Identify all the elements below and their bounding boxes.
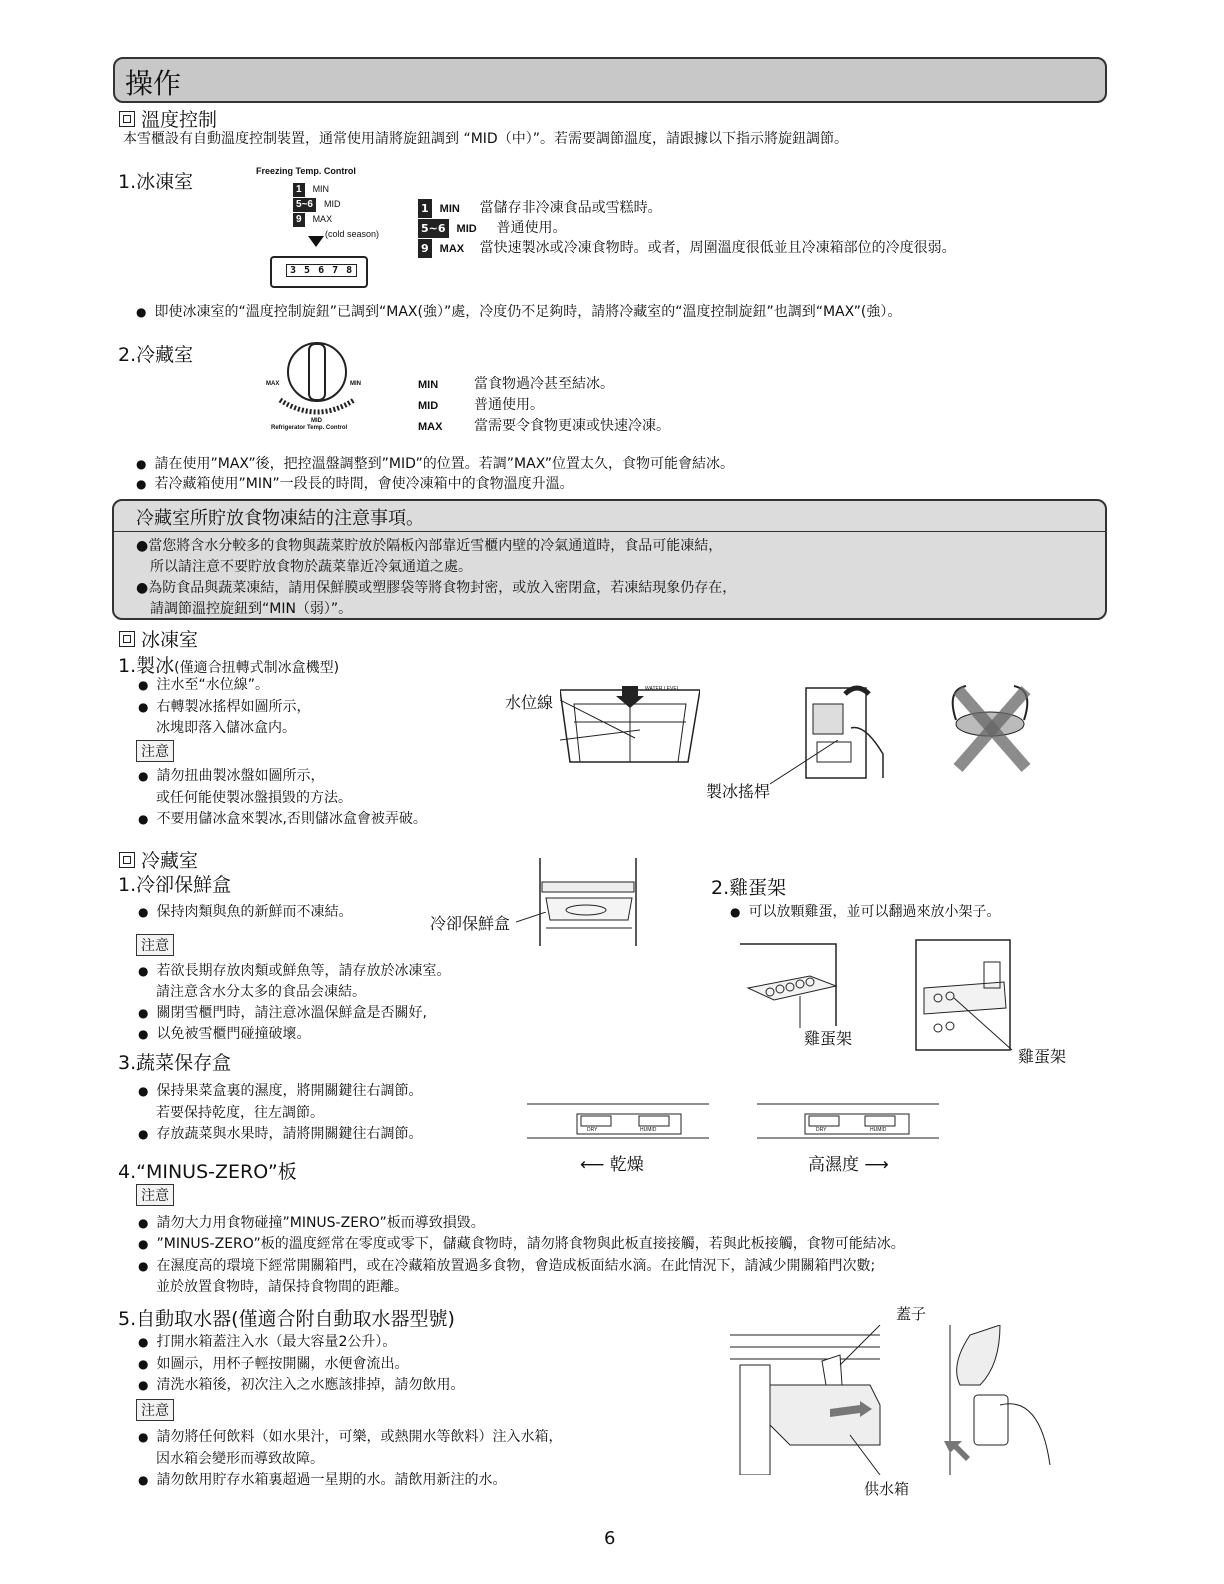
water-level-pointer xyxy=(560,700,640,740)
dispenser-note-label: 注意 xyxy=(136,1399,174,1421)
ice-lever-label: 製冰搖桿 xyxy=(706,782,771,801)
ice-note-label: 注意 xyxy=(136,740,174,762)
veg-heading: 3.蔬菜保存盒 xyxy=(118,1052,232,1074)
freezer-setting-mid: 5~6 MID 普通使用。 xyxy=(418,219,956,239)
minus-zero-bullet-1: ● 請勿大力用食物碰撞”MINUS-ZERO”板而導致損毀。 xyxy=(138,1212,485,1232)
caution-header xyxy=(114,501,1105,532)
caution-heading: 冷藏室所貯放食物凍結的注意事項。 xyxy=(136,508,424,529)
dispenser-cup-icon xyxy=(940,1325,1060,1475)
dispenser-bullet-1: ● 打開水箱蓋注入水（最大容量2公升）。 xyxy=(138,1331,396,1351)
ice-note-bullet-1: ● 請勿扭曲製冰盤如圖所示， xyxy=(138,765,324,785)
humidity-slider-humid[interactable] xyxy=(757,1102,939,1142)
slider-dry-tag-2: DRY xyxy=(816,1127,827,1133)
page-title: 操作 xyxy=(125,67,182,100)
freezer-temp-heading: 1.冰凍室 xyxy=(118,171,194,193)
temp-intro: 本雪櫃設有自動溫度控制裝置，通常使用請將旋鈕調到 “MID（中）”。若需要調節溫度，請跟據以下指示將旋鈕調節。 xyxy=(123,131,848,147)
dispenser-note-1: ● 請勿將任何飲料（如水果汁，可樂，或熱開水等飲料）注入水箱， xyxy=(138,1426,562,1446)
fridge-dial-min-label: MIN xyxy=(350,381,361,387)
caution-line-3: ●為防食品與蔬菜凍結，請用保鮮膜或塑膠袋等將食物封密，或放入密閉盒，若凍結現象仍存在， xyxy=(136,580,737,596)
water-level-label: 水位線 xyxy=(505,693,554,712)
ice-note-bullet-2: ● 不要用儲冰盒來製冰,否則儲冰盒會被弄破。 xyxy=(138,808,427,828)
egg-rack-icon-2 xyxy=(914,938,1014,1053)
dispenser-note-2: ● 請勿飲用貯存水箱裏超過一星期的水。請飲用新注的水。 xyxy=(138,1469,506,1489)
egg-rack-icon-1 xyxy=(740,940,840,1030)
lever-pointer xyxy=(770,740,840,785)
fridge-setting-mid: MID 普通使用。 xyxy=(418,397,544,413)
fridge-temp-bullet-2: ● 若冷藏箱使用”MIN”一段長的時間，會使冷凍箱中的食物溫度升溫。 xyxy=(136,473,574,493)
chiller-note-2: ● 關閉雪櫃門時，請注意冰溫保鮮盒是否關好, xyxy=(138,1002,427,1022)
dispenser-note-cont: 因水箱会變形而導致故障。 xyxy=(156,1451,324,1467)
chiller-note-1: ● 若欲長期存放肉類或鮮魚等，請存放於冰凍室。 xyxy=(138,960,450,980)
section-temp-heading: 溫度控制 xyxy=(119,105,217,132)
fridge-settings-list xyxy=(418,374,670,437)
chiller-heading: 1.冷卻保鮮盒 xyxy=(118,874,232,896)
section-fridge-heading: 冷藏室 xyxy=(119,846,198,873)
veg-bullet-2: ● 存放蔬菜與水果時，請將開關鍵往右調節。 xyxy=(138,1123,422,1143)
chiller-note-label: 注意 xyxy=(136,934,174,956)
ice-bullet-2: ● 右轉製冰搖桿如圖所示， xyxy=(138,696,310,716)
fridge-dial-max-label: MAX xyxy=(266,381,280,387)
freezer-diagram-legend: 1 MIN 5~6 MID 9 MAX (cold season) xyxy=(293,182,379,241)
slider-humid-tag: HUMID xyxy=(640,1127,657,1133)
freezer-dial[interactable]: 3 5 6 7 8 xyxy=(270,256,368,288)
fridge-setting-max: MAX 當需要令食物更凍或快速冷凍。 xyxy=(418,418,670,434)
tank-label: 供水箱 xyxy=(864,1480,910,1498)
caution-line-1: ●當您將含水分較多的食物與蔬菜貯放於隔板內部靠近雪櫃内壁的冷氣通道時，食品可能凍結， xyxy=(136,538,723,554)
ice-note-cont: 或任何能使製冰盤損毀的方法。 xyxy=(156,790,352,806)
freezer-diagram-title: Freezing Temp. Control xyxy=(256,166,356,176)
freezer-temp-bullet: ● 即使冰凍室的“溫度控制旋鈕”已調到“MAX(強）”處，冷度仍不足夠時，請將冷藏室的“溫度控制旋鈕”也調到“MAX”(強）。 xyxy=(136,301,901,321)
fridge-dial-caption: Refrigerator Temp. Control xyxy=(271,425,348,431)
freezer-setting-min: 1 MIN 當儲存非冷凍食品或雪糕時。 xyxy=(418,199,956,219)
water-tank-icon xyxy=(730,1325,890,1475)
page-title-bar xyxy=(113,57,1107,103)
no-twist-icon xyxy=(940,680,1040,775)
chiller-note-cont: 請注意含水分太多的食品会凍結。 xyxy=(156,984,366,1000)
section-freezer-heading: 冰凍室 xyxy=(119,625,198,652)
freezer-settings-list xyxy=(418,199,956,259)
minus-zero-note-label: 注意 xyxy=(136,1184,174,1206)
section-box-icon xyxy=(119,631,135,647)
right-arrow-icon: ⟶ xyxy=(859,1155,889,1175)
fridge-dial-mid-label: MID xyxy=(311,418,322,424)
section-box-icon xyxy=(119,111,135,127)
ice-bullet-1: ● 注水至“水位線”。 xyxy=(138,674,269,694)
humid-label: 高濕度 ⟶ xyxy=(808,1155,889,1175)
veg-bullet-1: ● 保持果菜盒裏的濕度，將開關鍵往右調節。 xyxy=(138,1080,422,1100)
fridge-temp-heading: 2.冷藏室 xyxy=(118,344,194,366)
humidity-slider-dry[interactable] xyxy=(527,1102,709,1142)
section-box-icon xyxy=(119,852,135,868)
chiller-pointer xyxy=(516,912,546,924)
chiller-note-3: ● 以免被雪櫃門碰撞破壞。 xyxy=(138,1023,310,1043)
lid-label: 蓋子 xyxy=(896,1305,927,1323)
egg-label-2: 雞蛋架 xyxy=(1018,1047,1067,1066)
down-arrow-icon xyxy=(308,236,324,248)
dispenser-heading: 5.自動取水器(僅適合附自動取水器型號) xyxy=(118,1308,455,1330)
minus-zero-bullet-2: ● ”MINUS-ZERO”板的溫度經常在零度或零下，儲藏食物時，請勿將食物與此板直接接觸，若與此板接觸，食物可能結冰。 xyxy=(138,1233,905,1253)
slider-humid-tag-2: HUMID xyxy=(870,1127,887,1133)
fridge-setting-min: MIN 當食物過冷甚至結冰。 xyxy=(418,376,614,392)
freezer-setting-max: 9 MAX 當快速製冰或冷凍食物時。或者，周圍溫度很低並且冷凍箱部位的冷度很弱。 xyxy=(418,239,956,259)
caution-box xyxy=(112,499,1107,620)
minus-zero-bullet-3: ● 在濕度高的環境下經常開關箱門，或在冷藏箱放置過多食物，會造成板面結水滴。在此情況下，請減少開關箱門次數; xyxy=(138,1255,875,1275)
egg-bullet: ● 可以放顆雞蛋，並可以翻過來放小架子。 xyxy=(730,901,1000,921)
chiller-label: 冷卻保鮮盒 xyxy=(430,914,511,933)
water-level-tag: WATER LEVEL xyxy=(645,686,680,692)
chiller-box-icon xyxy=(536,858,646,948)
dispenser-bullet-3: ● 清洗水箱後，初次注入之水應該排掉，請勿飲用。 xyxy=(138,1374,464,1394)
caution-line-4: 請調節溫控旋鈕到“MIN（弱）”。 xyxy=(150,601,353,617)
fridge-temp-bullet-1: ● 請在使用”MAX”後，把控溫盤調整到”MID”的位置。若調”MAX”位置太久，食物可能會結冰。 xyxy=(136,453,734,473)
minus-zero-heading: 4.“MINUS-ZERO”板 xyxy=(118,1161,297,1183)
dispenser-bullet-2: ● 如圖示，用杯子輕按開關，水便會流出。 xyxy=(138,1353,408,1373)
page-number: 6 xyxy=(604,1528,616,1549)
egg-label-1: 雞蛋架 xyxy=(804,1029,853,1048)
left-arrow-icon: ⟵ xyxy=(580,1155,610,1175)
veg-cont: 若要保持乾度，往左調節。 xyxy=(156,1105,324,1121)
ice-cont: 冰塊即落入儲冰盒内。 xyxy=(156,720,296,736)
caution-line-2: 所以請注意不要貯放食物於蔬菜靠近冷氣通道之處。 xyxy=(150,559,472,575)
minus-zero-cont: 並於放置食物時，請保持食物間的距離。 xyxy=(156,1279,408,1295)
ice-heading: 1.製冰(僅適合扭轉式制冰盒機型) xyxy=(118,655,340,677)
chiller-bullet: ● 保持肉類與魚的新鮮而不凍結。 xyxy=(138,901,352,921)
egg-heading: 2.雞蛋架 xyxy=(711,877,787,899)
slider-dry-tag: DRY xyxy=(587,1127,598,1133)
dry-label: ⟵ 乾燥 xyxy=(580,1155,644,1175)
